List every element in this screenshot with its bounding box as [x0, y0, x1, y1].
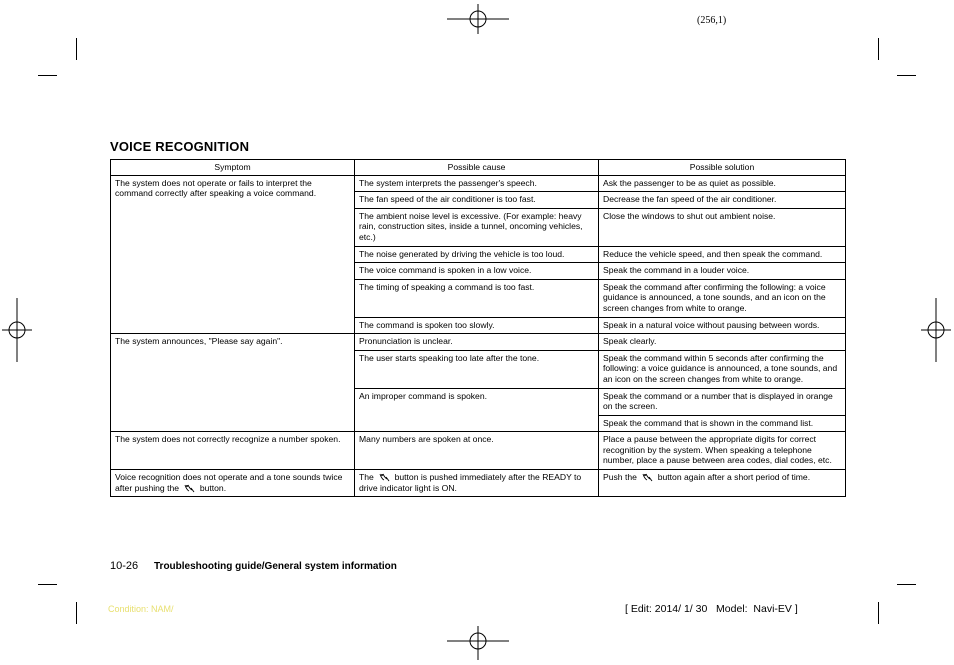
- cause-cell: The command is spoken too slowly.: [355, 317, 599, 334]
- cause-text-end: button is pushed immediately after the READY to drive indicator light is ON.: [359, 472, 582, 493]
- table-row: [111, 432, 846, 470]
- crop-mark: [878, 38, 879, 60]
- solution-cell: Speak clearly.: [599, 334, 846, 351]
- solution-cell: Reduce the vehicle speed, and then speak the command.: [599, 246, 846, 263]
- crop-mark: [897, 584, 916, 585]
- cause-cell: Pronunciation is unclear.: [355, 334, 599, 351]
- registration-mark-bottom: [447, 626, 509, 660]
- cause-cell: The voice command is spoken in a low voice.: [355, 263, 599, 280]
- crop-mark: [878, 602, 879, 624]
- solution-cell: Speak the command in a louder voice.: [599, 263, 846, 280]
- solution-cell: Speak in a natural voice without pausing between words.: [599, 317, 846, 334]
- cause-cell: [355, 470, 599, 497]
- cause-cell: Many numbers are spoken at once.: [355, 432, 599, 470]
- cause-cell: The timing of speaking a command is too fast.: [355, 279, 599, 317]
- voice-recognition-table: [110, 159, 846, 497]
- crop-mark: [76, 38, 77, 60]
- table-row: [111, 470, 846, 497]
- condition-label: Condition: NAM/: [108, 604, 174, 614]
- table-row: [111, 175, 846, 192]
- cause-cell: The ambient noise level is excessive. (For example: heavy rain, construction sites, inside a tunnel, oncoming vehicles, etc.): [355, 208, 599, 246]
- symptom-cell: The system announces, "Please say again".: [111, 334, 355, 432]
- cause-cell: The noise generated by driving the vehicle is too loud.: [355, 246, 599, 263]
- cause-cell: The system interprets the passenger's speech.: [355, 175, 599, 192]
- talk-switch-icon: [183, 483, 195, 493]
- symptom-cell: The system does not correctly recognize a number spoken.: [111, 432, 355, 470]
- header-symptom: Symptom: [111, 160, 355, 176]
- cause-cell: The fan speed of the air conditioner is too fast.: [355, 192, 599, 209]
- crop-mark: [38, 584, 57, 585]
- footer-chapter-title: Troubleshooting guide/General system information: [154, 561, 397, 572]
- table-row: [111, 334, 846, 351]
- solution-cell: Speak the command within 5 seconds after confirming the following: a voice guidance is announced, a tone sounds, and an icon on the screen changes from white to orange.: [599, 350, 846, 388]
- solution-cell: Speak the command that is shown in the command list.: [599, 415, 846, 432]
- header-possible-solution: Possible solution: [599, 160, 846, 176]
- cause-cell: An improper command is spoken.: [355, 388, 599, 432]
- registration-mark-right: [921, 298, 951, 362]
- solution-cell: Speak the command after confirming the following: a voice guidance is announced, a tone sounds, and an icon on the screen changes from white to orange.: [599, 279, 846, 317]
- symptom-cell: The system does not operate or fails to interpret the command correctly after speaking a voice command.: [111, 175, 355, 334]
- table-header-row: [111, 160, 846, 176]
- solution-cell: [599, 470, 846, 497]
- solution-cell: Speak the command or a number that is displayed in orange on the screen.: [599, 388, 846, 415]
- section-title: VOICE RECOGNITION: [110, 139, 250, 154]
- symptom-text-end: button.: [199, 482, 227, 493]
- registration-mark-top: [447, 4, 509, 34]
- registration-mark-left: [2, 298, 32, 362]
- solution-cell: Decrease the fan speed of the air conditioner.: [599, 192, 846, 209]
- cause-cell: The user starts speaking too late after the tone.: [355, 350, 599, 388]
- header-possible-cause: Possible cause: [355, 160, 599, 176]
- symptom-text: Voice recognition does not operate and a tone sounds twice after pushing the: [115, 472, 343, 493]
- symptom-cell: [111, 470, 355, 497]
- cause-text: The: [359, 472, 374, 483]
- footer-page-number: 10-26: [110, 560, 139, 572]
- crop-mark: [76, 602, 77, 624]
- solution-text-end: button again after a short period of time.: [657, 472, 811, 483]
- crop-mark: [897, 75, 916, 76]
- edit-info: [ Edit: 2014/ 1/ 30 Model: Navi-EV ]: [625, 603, 798, 615]
- talk-switch-icon: [641, 472, 653, 482]
- solution-cell: Ask the passenger to be as quiet as possible.: [599, 175, 846, 192]
- talk-switch-icon: [378, 472, 390, 482]
- page-code: (256,1): [697, 15, 727, 26]
- crop-mark: [38, 75, 57, 76]
- solution-cell: Place a pause between the appropriate digits for correct recognition by the system. When speaking a telephone number, place a pause between area codes, dial codes, etc.: [599, 432, 846, 470]
- solution-cell: Close the windows to shut out ambient noise.: [599, 208, 846, 246]
- solution-text: Push the: [603, 472, 637, 483]
